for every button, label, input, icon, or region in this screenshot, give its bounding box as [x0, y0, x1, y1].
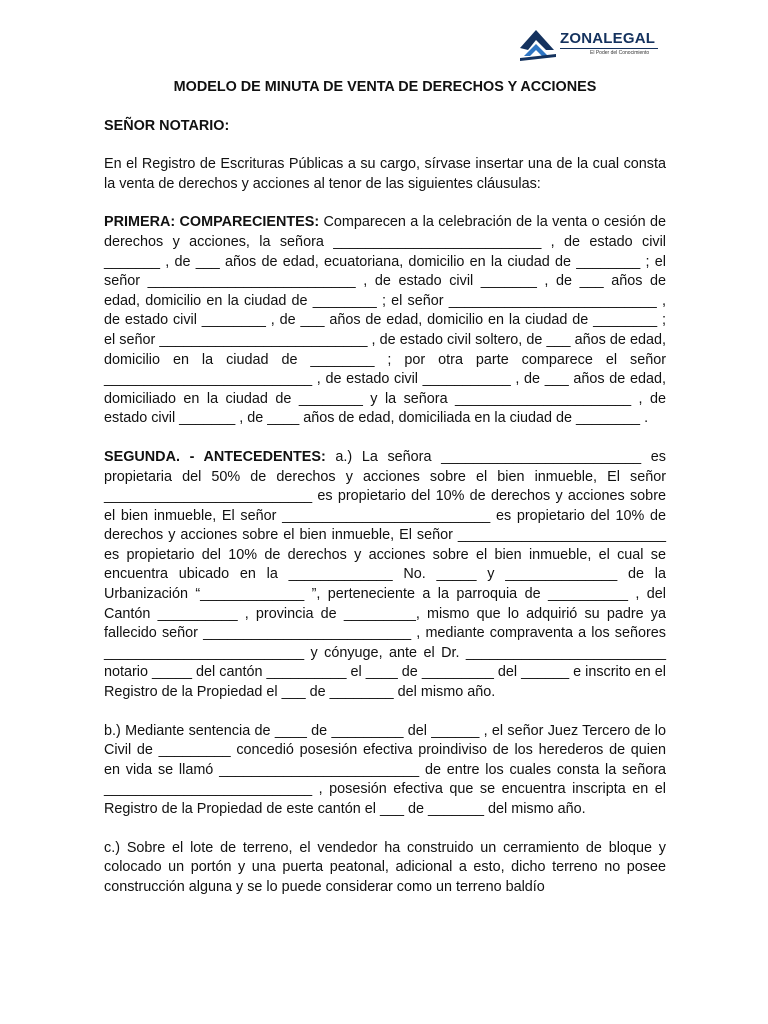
clause-primera-label: PRIMERA: COMPARECIENTES: — [104, 214, 320, 231]
clause-primera — [104, 213, 666, 429]
paragraph-c: c.) Sobre el lote de terreno, el vendedor ha construido un cerramiento de bloque y colocado un portón y una puerta peatonal, adicional a esto, dicho terreno no posee construcción alguna y se lo puede considerar como un terreno baldío — [104, 839, 666, 895]
intro-paragraph: En el Registro de Escrituras Públicas a su cargo, sírvase insertar una de la cual consta la venta de derechos y acciones al tenor de las siguientes cláusulas: — [104, 156, 666, 192]
zonalegal-logo-mark-icon — [518, 26, 558, 62]
logo-tagline: El Poder del Conocimiento — [590, 50, 650, 56]
logo-underline — [560, 48, 658, 49]
document-title: MODELO DE MINUTA DE VENTA DE DERECHOS Y ACCIONES — [173, 79, 597, 95]
salutation: SEÑOR NOTARIO: — [104, 117, 230, 134]
logo-wordmark: ZONALEGAL — [560, 30, 656, 47]
zonalegal-logo — [518, 26, 663, 62]
clause-segunda-label: SEGUNDA. - ANTECEDENTES: — [104, 448, 326, 465]
clause-segunda-text: a.) La señora _________________________ es propietaria del 50% de derechos y acciones sobre el bien inmueble, El señor __________________________ es propietario del 10% de derechos y acciones sobre el bien inmueble, El señor __________________________ es propietario del 10% de derechos y acciones sobre el bien inmueble, El señor __________________________ es propietario del 10% de derechos y acciones sobre el bien inmueble, el cual se encuentra ubicado en la _____________ No. _____ y ______________ de la Urbanización “_____________ ”, perteneciente a la parroquia de __________ , del Cantón __________ , provincia de _________, mismo que lo adquirió su padre ya fallecido señor __________________________ , mediante compraventa a los señores _________________________ y cónyuge, ante el Dr. _________________________ notario _____ del cantón __________ el ____ de _________ del ______ e inscrito en el Registro de la Propiedad el ___ de ________ del mismo año. — [104, 448, 666, 701]
paragraph-b: b.) Mediante sentencia de ____ de _________ del ______ , el señor Juez Tercero de lo Civil de _________ concedió posesión efectiva proindiviso de los herederos de quien en vida se llamó _________________________ de entre los cuales consta la señora __________________________ , posesión efectiva que se encuentra inscripta en el Registro de la Propiedad de este cantón el ___ de _______ del mismo año. — [104, 722, 666, 817]
clause-primera-text: Comparecen a la celebración de la venta o cesión de derechos y acciones, la señora __________________________ , de estado civil _______ , de ___ años de edad, ecuatoriana, domicilio en la ciudad de ________ ; el señor __________________________ , de estado civil _______ , de ___ años de edad, domicilio en la ciudad de ________ ; el señor __________________________ , de estado civil ________ , de ___ años de edad, domicilio en la ciudad de ________ ; el señor __________________________ , de estado civil soltero, de ___ años de edad, domicilio en la ciudad de ________ ; por otra parte comparece el señor __________________________ , de estado civil ___________ , de ___ años de edad, domiciliado en la ciudad de ________ y la señora ______________________ , de estado civil _______ , de ____ años de edad, domiciliada en la ciudad de ________ . — [104, 214, 666, 427]
clause-segunda — [104, 448, 666, 703]
document-body — [104, 78, 666, 916]
